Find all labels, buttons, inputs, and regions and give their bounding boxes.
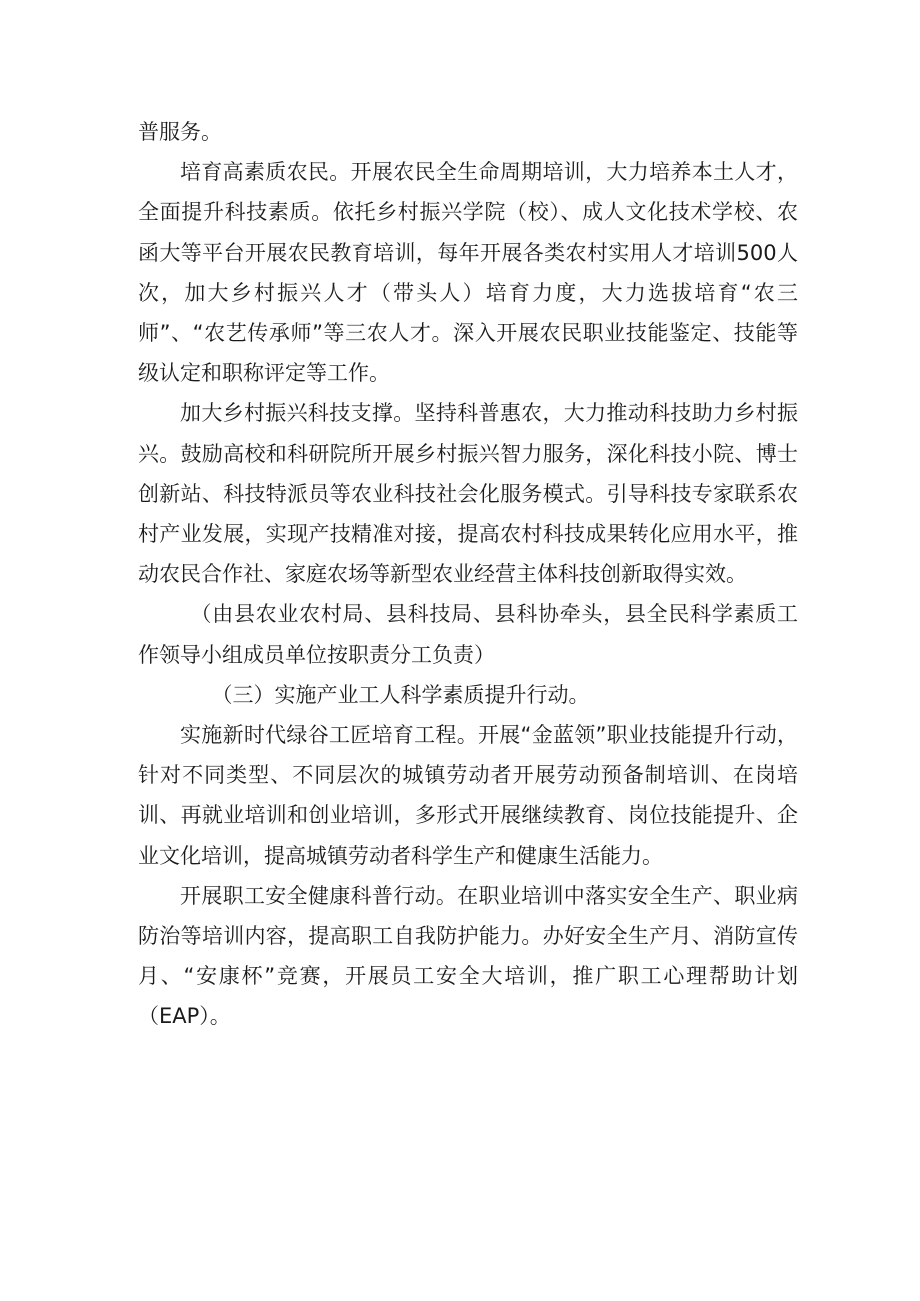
section-heading: （三）实施产业工人科学素质提升行动。	[211, 682, 590, 707]
paragraph-continuation: 普服务。	[138, 120, 222, 144]
document-body	[138, 112, 798, 1037]
paragraph-worker-safety: 开展职工安全健康科普行动。在职业培训中落实安全生产、职业病防治等培训内容，提高职工自我防护能力。办好安全生产月、消防宣传月、“安康杯”竞赛，开展员工安全大培训，推广职工心理帮助计划（EAP）。	[138, 883, 798, 1029]
paragraph-craftsman-program: 实施新时代绿谷工匠培育工程。开展“金蓝领”职业技能提升行动，针对不同类型、不同层次的城镇劳动者开展劳动预备制培训、在岗培训、再就业培训和创业培训，多形式开展继续教育、岗位技能提升、企业文化培训，提高城镇劳动者科学生产和健康生活能力。	[138, 723, 798, 868]
paragraph-rural-tech-support: 加大乡村振兴科技支撑。坚持科普惠农，大力推动科技助力乡村振兴。鼓励高校和科研院所开展乡村振兴智力服务，深化科技小院、博士创新站、科技特派员等农业科技社会化服务模式。引导科技专家联系农村产业发展，实现产技精准对接，提高农村科技成果转化应用水平，推动农民合作社、家庭农场等新型农业经营主体科技创新取得实效。	[138, 401, 798, 587]
paragraph-farmers-training: 培育高素质农民。开展农民全生命周期培训，大力培养本土人才，全面提升科技素质。依托乡村振兴学院（校）、成人文化技术学校、农函大等平台开展农民教育培训，每年开展各类农村实用人才培训500人次，加大乡村振兴人才（带头人）培育力度，大力选拔培育“农三师”、“农艺传承师”等三农人才。深入开展农民职业技能鉴定、技能等级认定和职称评定等工作。	[138, 160, 798, 386]
paragraph-responsibility-note: （由县农业农村局、县科技局、县科协牵头，县全民科学素质工作领导小组成员单位按职责分工负责）	[138, 602, 798, 667]
